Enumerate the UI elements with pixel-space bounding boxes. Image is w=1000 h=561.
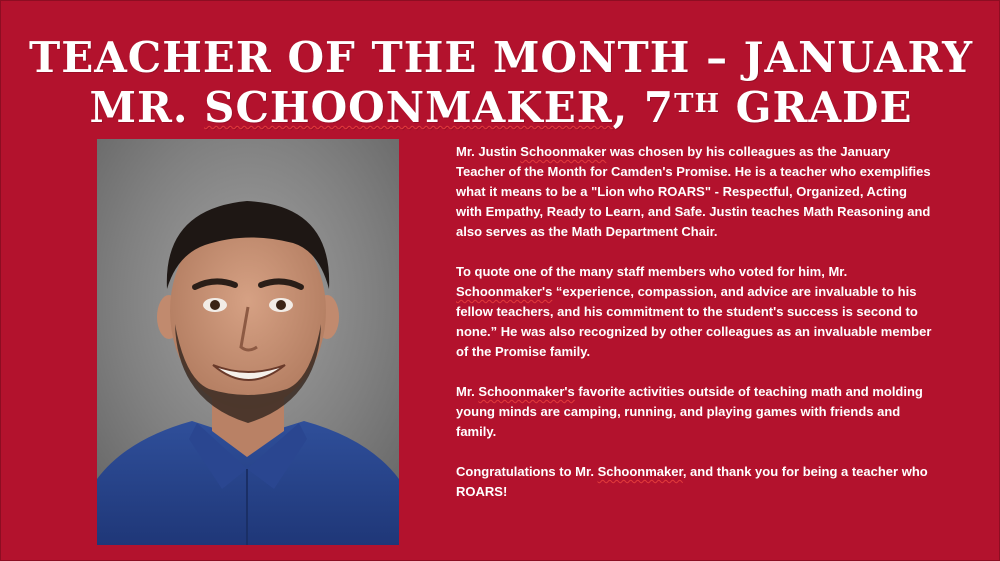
paragraph-activities-text-a: Mr.	[456, 384, 479, 399]
title-line-2	[1, 85, 1000, 131]
paragraph-intro	[456, 142, 936, 242]
title-line-1	[1, 35, 1000, 81]
title-grade: , 7	[612, 83, 675, 132]
paragraph-congrats-name: Schoonmaker	[597, 464, 683, 479]
paragraph-activities-text-b: favorite activities outside of teaching math and molding young minds are camping, running, and playing games with friends and family.	[456, 384, 923, 439]
title-suffix: GRADE	[720, 83, 913, 132]
paragraph-activities-name: Schoonmaker's	[478, 384, 575, 399]
title-teacher-name: SCHOONMAKER	[204, 83, 613, 132]
paragraph-intro-text-a: Mr. Justin	[456, 144, 521, 159]
paragraph-intro-name: Schoonmaker	[520, 144, 607, 159]
teacher-portrait-icon	[97, 139, 399, 545]
title-grade-sup: TH	[674, 89, 721, 119]
title-month-text: TEACHER OF THE MONTH – JANUARY	[28, 33, 974, 82]
paragraph-congrats-text-b: , and thank you for being a teacher who ROARS!	[456, 464, 928, 499]
paragraph-quote-text-b: “experience, compassion, and advice are invaluable to his fellow teachers, and his commitment to the student's success is second to none.” He was also recognized by other colleagues as an invaluable member of the Promise family.	[456, 284, 932, 359]
paragraph-quote-text-a: To quote one of the many staff members who voted for him, Mr.	[456, 264, 848, 279]
paragraph-activities	[456, 382, 936, 442]
article-body	[456, 142, 936, 522]
paragraph-quote-name: Schoonmaker's	[456, 284, 553, 299]
teacher-photo	[97, 139, 399, 545]
paragraph-congrats	[456, 462, 936, 502]
paragraph-congrats-text-a: Congratulations to Mr.	[456, 464, 598, 479]
paragraph-quote	[456, 262, 936, 362]
title-prefix: MR.	[89, 83, 205, 132]
paragraph-intro-text-b: was chosen by his colleagues as the January Teacher of the Month for Camden's Promise. He is a teacher who exemplifies what it means to be a "Lion who ROARS" - Respectful, Organized, Acting with Empathy, Ready to Learn, and Safe. Justin teaches Math Reasoning and also serves as the Math Department Chair.	[456, 144, 931, 239]
